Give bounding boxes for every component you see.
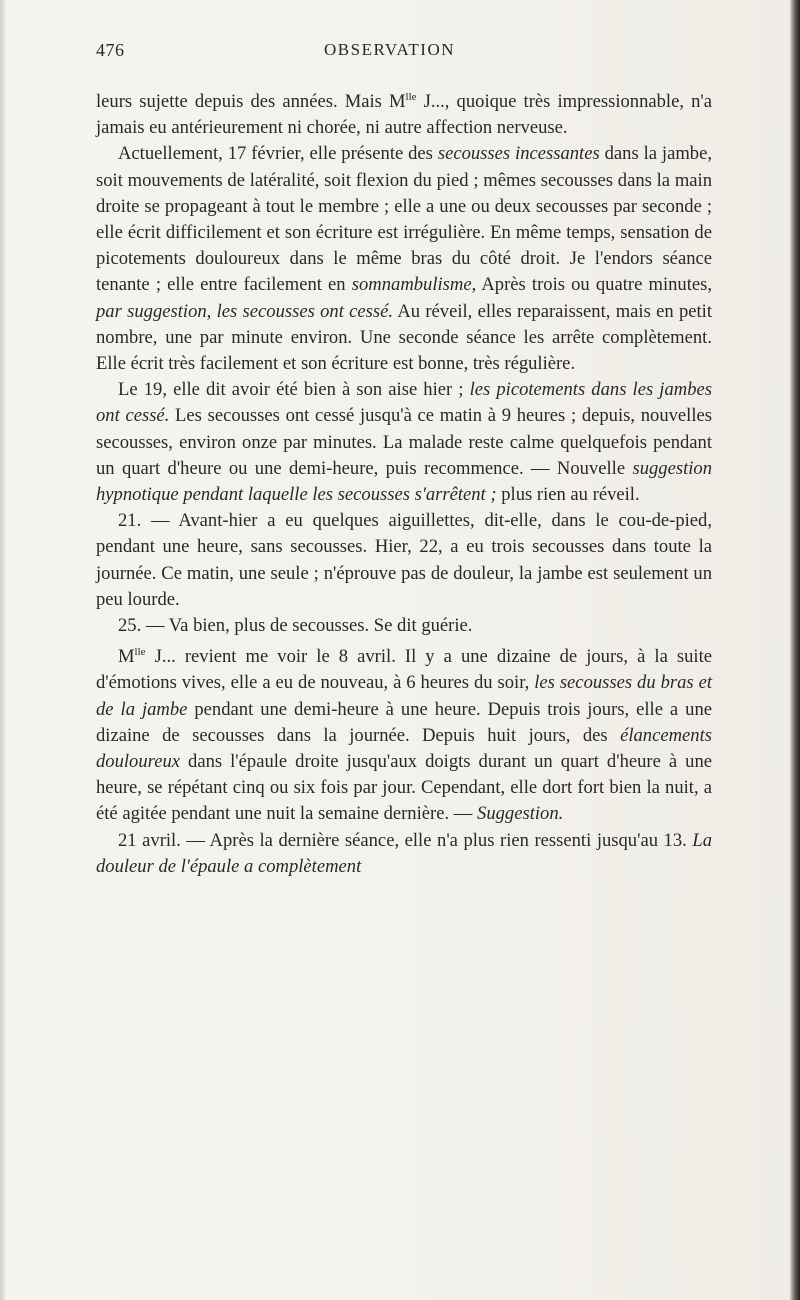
text-run: leurs sujette depuis des années. Mais M xyxy=(96,91,406,112)
page-binding-shadow xyxy=(790,0,800,1300)
italic-text: les picotements dans les jambes ont cessé. xyxy=(96,379,712,427)
page-header xyxy=(96,40,716,66)
italic-text: élancements douloureux xyxy=(96,724,712,773)
paragraph xyxy=(96,141,712,377)
text-run: M xyxy=(118,646,135,668)
text-run: Les secousses ont cessé jusqu'à ce matin à 9 heures ; depuis, nouvelles secousses, environ onze par minutes. La malade reste calme quelquefois pendant un quart d'heure ou une demi-heure, puis recommence. — Nouvelle xyxy=(96,405,712,479)
italic-text: par suggestion, les secousses ont cessé. xyxy=(96,300,394,322)
text-run: pendant une demi-heure à une heure. Depuis trois jours, elle a une dizaine de secousses dans la journée. Depuis huit jours, des xyxy=(96,698,712,746)
text-run: plus rien au réveil. xyxy=(496,484,640,506)
text-run: Le 19, elle dit avoir été bien à son aise hier ; xyxy=(118,379,470,401)
text-run: dans la jambe, soit mouvements de latéralité, soit flexion du pied ; mêmes secousses dans la main droite se propageant à tout le membre ; elle a une ou deux secousses par seconde ; elle écrit difficilement et son écriture est irrégulière. En même temps, sensation de picotements douloureux dans le même bras du côté droit. Je l'endors séance tenante ; elle entre facilement en xyxy=(96,143,712,296)
text-run: , Après trois ou quatre minutes, xyxy=(471,274,713,296)
paragraph xyxy=(96,84,712,141)
page-number: 476 xyxy=(96,40,125,60)
italic-text: secousses incessantes xyxy=(437,143,600,165)
body-text xyxy=(96,84,712,880)
superscript-text: lle xyxy=(405,91,417,103)
text-run: J... revient me voir le 8 avril. Il y a une dizaine de jours, à la suite d'émotions vives, elle a eu de nouveau, à 6 heures du soir, xyxy=(96,646,712,694)
running-head: OBSERVATION xyxy=(324,40,456,59)
page-left-edge xyxy=(0,0,6,1300)
text-run: 21 avril. — Après la dernière séance, elle n'a plus rien ressenti jusqu'au 13. xyxy=(118,829,693,851)
text-run: Actuellement, 17 février, elle présente des xyxy=(118,143,438,165)
italic-text: somnambulisme xyxy=(351,274,472,296)
italic-text: La douleur de l'épaule a complètement xyxy=(96,829,712,877)
paragraph xyxy=(96,828,712,880)
paragraph xyxy=(96,613,712,639)
text-run: dans l'épaule droite jusqu'aux doigts durant un quart d'heure à une heure, se répétant cinq ou six fois par jour. Cependant, elle dort fort bien la nuit, a été agitée pendant une nuit la semaine dernière. — xyxy=(96,751,712,825)
text-run: 25. — Va bien, plus de secousses. Se dit guérie. xyxy=(118,615,473,637)
paragraph xyxy=(96,639,712,827)
text-run: 21. — Avant-hier a eu quelques aiguillettes, dit-elle, dans le cou-de-pied, pendant une heure, sans secousses. Hier, 22, a eu trois secousses dans toute la journée. Ce matin, une seule ; n'éprouve pas de douleur, la jambe est seulement un peu lourde. xyxy=(96,510,712,610)
text-run: Au réveil, elles reparaissent, mais en petit nombre, une par minute environ. Une seconde séance les arrête complètement. Elle écrit très facilement et son écriture est bonne, très régulière. xyxy=(96,300,712,375)
text-run: J..., quoique très impressionnable, n'a jamais eu antérieurement ni chorée, ni autre affection nerveuse. xyxy=(96,91,712,139)
paragraph xyxy=(96,377,712,508)
superscript-text: lle xyxy=(134,646,146,659)
italic-text: les secousses du bras et de la jambe xyxy=(96,672,713,720)
paragraph xyxy=(96,508,712,613)
italic-text: suggestion hypnotique pendant laquelle les secousses s'arrêtent ; xyxy=(96,457,712,506)
italic-text: Suggestion. xyxy=(477,803,564,825)
